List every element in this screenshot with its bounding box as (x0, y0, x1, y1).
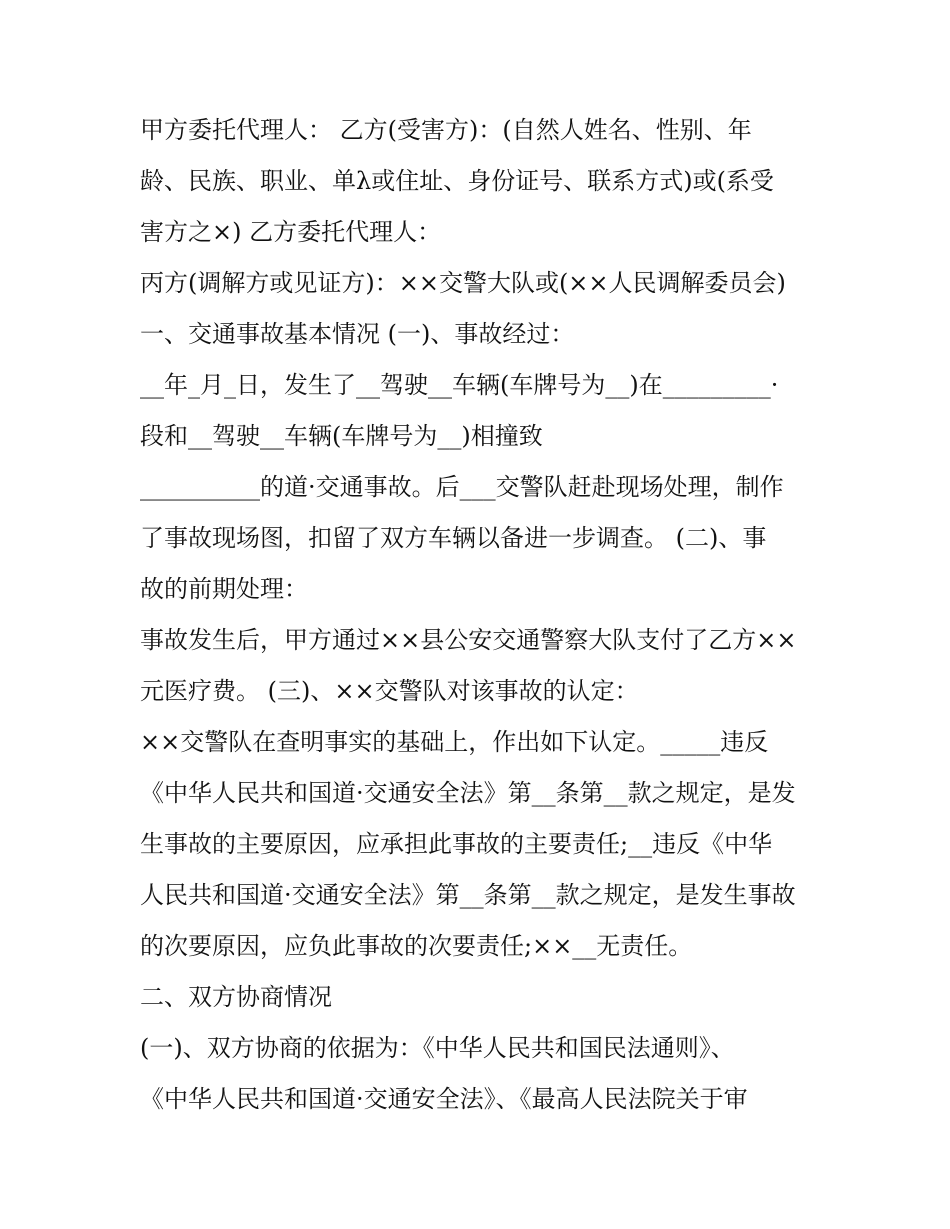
text-line: __________的道·交通事故。后___交警队赶赴现场处理，制作 (140, 473, 784, 501)
section-heading: 一、交通事故基本情况 (一)、事故经过： (140, 320, 575, 348)
text-line: 故的前期处理： (140, 575, 308, 603)
text-line: 了事故现场图，扣留了双方车辆以备进一步调查。 (二)、事 (140, 524, 767, 552)
text-line: 生事故的主要原因，应承担此事故的主要责任;__违反《中华 (140, 830, 773, 858)
text-line: 龄、民族、职业、单λ或住址、身份证号、联系方式)或(系受 (140, 167, 774, 195)
text-line: 的次要原因，应负此事故的次要责任;××__无责任。 (140, 932, 693, 960)
text-line: 《中华人民共和国道·交通安全法》第__条第__款之规定，是发 (140, 779, 796, 807)
document-body (140, 108, 810, 1128)
section-heading: 二、双方协商情况 (140, 983, 332, 1011)
text-line: 《中华人民共和国道·交通安全法》、《最高人民法院关于审 (140, 1085, 748, 1113)
text-line: 段和__驾驶__车辆(车牌号为__)相撞致 (140, 422, 543, 450)
text-line: ××交警队在查明事实的基础上，作出如下认定。_____违反 (140, 728, 769, 756)
text-line: 事故发生后，甲方通过××县公安交通警察大队支付了乙方×× (140, 626, 797, 654)
text-line: 元医疗费。 (三)、××交警队对该事故的认定： (140, 677, 639, 705)
text-line: 害方之×) 乙方委托代理人： (140, 218, 442, 246)
text-line: 人民共和国道·交通安全法》第__条第__款之规定，是发生事故 (140, 881, 796, 909)
text-line: __年_月_日，发生了__驾驶__车辆(车牌号为__)在_________· (140, 371, 779, 399)
text-line: 甲方委托代理人： 乙方(受害方)：(自然人姓名、性别、年 (140, 116, 752, 144)
text-line: (一)、双方协商的依据为：《中华人民共和国民法通则》、 (140, 1034, 735, 1062)
text-line: 丙方(调解方或见证方)：××交警大队或(××人民调解委员会) (140, 269, 786, 297)
